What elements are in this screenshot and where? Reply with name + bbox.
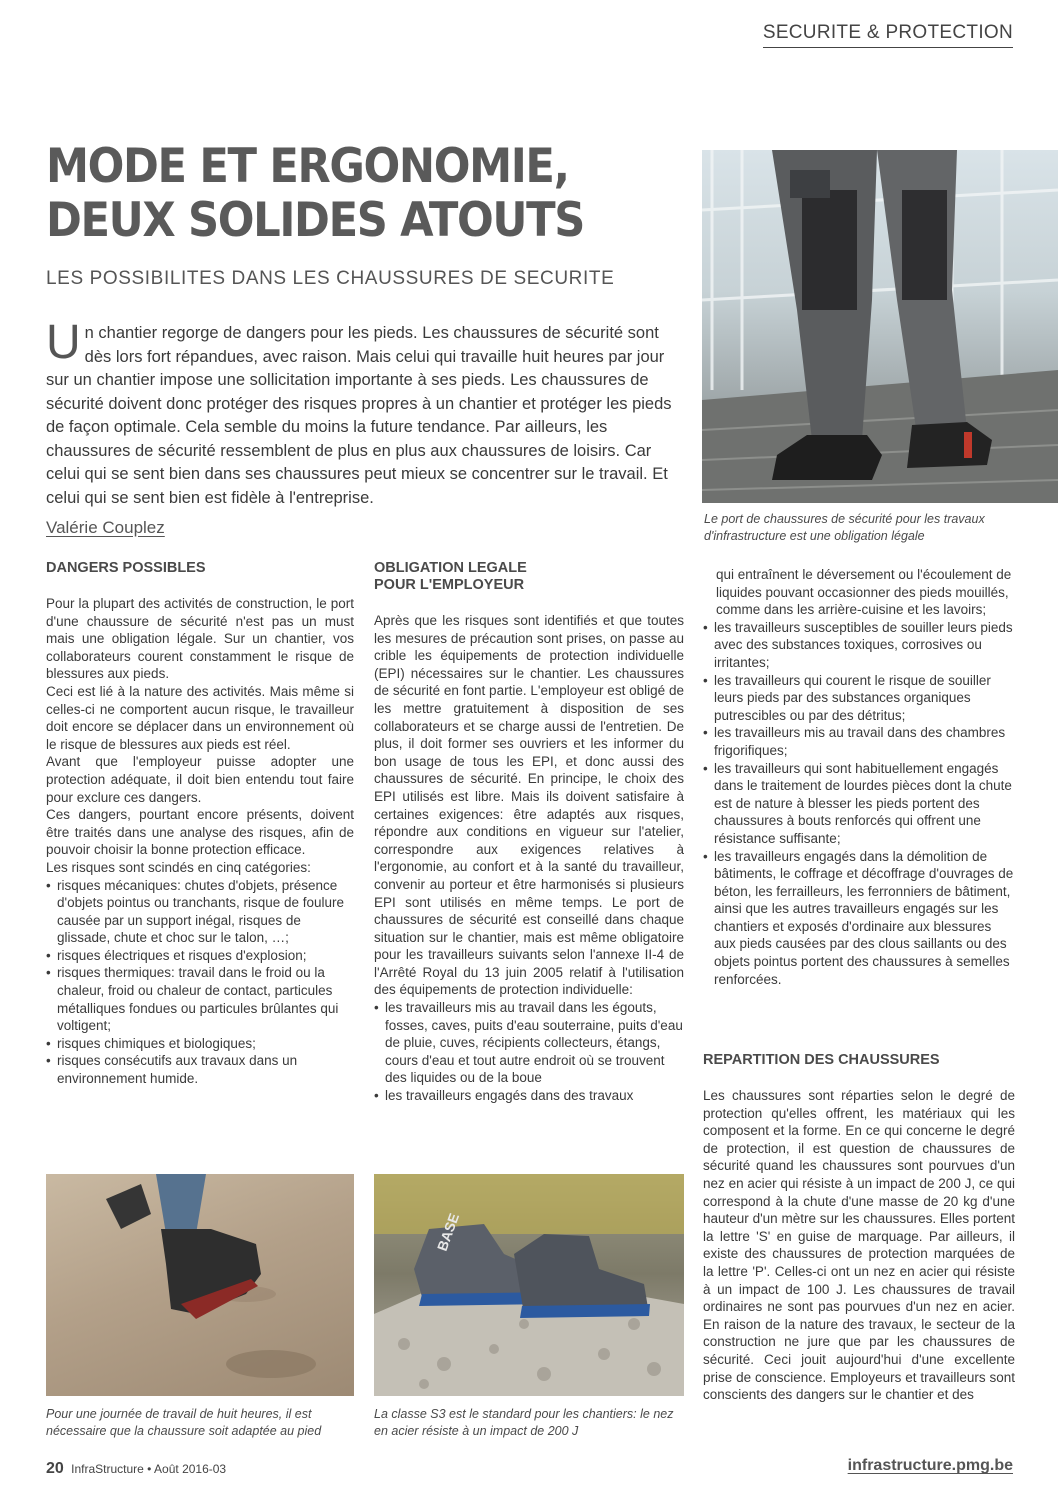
article-intro <box>46 316 676 510</box>
list-item: • les travailleurs mis au travail dans les égouts, fosses, caves, puits d'eau souterraine, puits d'eau de pluie, cuves, récipients collecteurs, étangs, cours d'eau et tout autre endroit où se trouvent des liquides ou de la boue <box>374 999 684 1087</box>
shoe-brand-logo: BASE <box>433 1210 463 1254</box>
boot-sand-illustration <box>46 1174 354 1396</box>
worker-list <box>374 999 684 1105</box>
worker-legs-illustration <box>702 150 1058 503</box>
list-item: • les travailleurs qui sont habituellement engagés dans le traitement de lourdes pièces dont la chute est de nature à blesser les pieds portent des chaussures à bouts renforcés qui offrent une résistance suffisante; <box>703 760 1015 848</box>
photo-boots-gravel <box>374 1174 684 1396</box>
paragraph: Avant que l'employeur puisse adopter une protection adéquate, il doit bien entendu tout faire pour exclure ces dangers. <box>46 754 354 805</box>
intro-text: n chantier regorge de dangers pour les pieds. Les chaussures de sécurité sont dès lors fort répandues, avec raison. Mais celui qui travaille huit heures par jour sur un chantier impose une sollicitation importante à ses pieds. Les chaussures de sécurité doivent donc protéger des risques propres à un chantier et protéger les pieds de façon optimale. Cela semble du moins la future tendance. Par ailleurs, les chaussures de sécurité ressemblent de plus en plus aux chaussures de loisirs. Car celui qui se sent bien dans ses chaussures peut mieux se concentrer sur le travail. Et celui qui se sent bien est fidèle à l'entreprise. <box>46 324 672 507</box>
paragraph: Pour la plupart des activités de construction, le port d'une chaussure de sécurité n'est pas un must mais une obligation légale. Sur un chantier, vos collaborateurs courent constamment le risque de blessures aux pieds. <box>46 596 354 682</box>
risk-list <box>46 877 354 1088</box>
column-workers-continued <box>703 566 1015 988</box>
worker-list-continued <box>703 619 1015 988</box>
list-item: • risques thermiques: travail dans le froid ou la chaleur, froid ou chaleur de contact, particules métalliques fondues ou particules brûlantes qui voltigent; <box>46 964 354 1034</box>
page-number: 20 <box>46 1460 64 1477</box>
heading-dangers: DANGERS POSSIBLES <box>46 560 206 576</box>
caption-worker-legs: Le port de chaussures de sécurité pour les travaux d'infrastructure est une obligation légale <box>704 512 985 543</box>
list-item: • les travailleurs engagés dans la démolition de bâtiments, le coffrage et décoffrage d'ouvrages de béton, les ferrailleurs, les ferronniers de bâtiment, ainsi que les autres travailleurs engagés sur les chantiers et exposés d'ordinaire aux blessures aux pieds causées par des clous saillants ou des objets pointus portent des chaussures à semelles renforcées. <box>703 848 1015 989</box>
list-item: • risques mécaniques: chutes d'objets, présence d'objets pointus ou tranchants, risque de foulure causée par un support inégal, risques de glissade, chute et choc sur le talon, …; <box>46 877 354 947</box>
section-label: SECURITE & PROTECTION <box>763 22 1013 48</box>
list-item: • risques chimiques et biologiques; <box>46 1035 354 1053</box>
list-item: • les travailleurs engagés dans des travaux <box>374 1087 684 1105</box>
list-item: • risques consécutifs aux travaux dans un environnement humide. <box>46 1052 354 1087</box>
article-subtitle: LES POSSIBILITES DANS LES CHAUSSURES DE SECURITE <box>46 268 615 289</box>
paragraph: Les risques sont scindés en cinq catégories: <box>46 859 311 875</box>
paragraph: Après que les risques sont identifiés et que toutes les mesures de précaution sont prises, on passe au crible les équipements de protection individuelle (EPI) nécessaires sur le chantier. Les chaussures de sécurité en font partie. L'employeur est obligé de les mettre gratuitement à disposition de ses collaborateurs et se charge aussi de l'entretien. De plus, il doit former ses ouvriers et les informer du bon usage de tous les EPI, et donc aussi des chaussures de sécurité. En principe, le choix des EPI utilisés est libre. Mais ils doivent satisfaire à certaines exigences: être adaptés aux risques, répondre aux conditions en vigueur sur l'atelier, correspondre aux exigences relatives à l'ergonomie, au confort et à la santé du travailleur, convenir au porteur et être harmonisés si plusieurs EPI sont utilisés en même temps. Le port de chaussures de sécurité est conseillé dans chaque situation sur le chantier, mais est même obligatoire pour les travailleurs suivants selon l'annexe II-4 de l'Arrêté Royal du 13 juin 2005 relatif à l'utilisation des équipements de protection individuelle: <box>374 613 684 998</box>
footer-url-link[interactable]: infrastructure.pmg.be <box>847 1457 1013 1474</box>
column-dangers <box>46 560 354 1088</box>
list-item: • les travailleurs mis au travail dans des chambres frigorifiques; <box>703 724 1015 759</box>
article-title: MODE ET ERGONOMIE, DEUX SOLIDES ATOUTS <box>46 139 584 248</box>
drop-cap: U <box>46 316 81 369</box>
list-item: • les travailleurs susceptibles de souiller leurs pieds avec des substances toxiques, corrosives ou irritantes; <box>703 619 1015 672</box>
issue-label: InfraStructure • Août 2016-03 <box>71 1462 227 1476</box>
author-byline[interactable]: Valérie Couplez <box>46 518 165 537</box>
boots-gravel-illustration <box>374 1174 684 1396</box>
caption-boots-gravel: La classe S3 est le standard pour les chantiers: le nez en acier résiste à un impact de 200 J <box>374 1407 674 1438</box>
continued-text: qui entraînent le déversement ou l'écoulement de liquides pouvant occasionner des pieds mouillés, comme dans les arrière-cuisine et les lavoirs; <box>716 567 1012 618</box>
column-obligation <box>374 560 684 1105</box>
list-item: • les travailleurs qui courent le risque de souiller leurs pieds par des substances organiques putrescibles ou par des détritus; <box>703 672 1015 725</box>
photo-worker-legs <box>702 150 1058 503</box>
heading-repartition: REPARTITION DES CHAUSSURES <box>703 1052 940 1068</box>
photo-boot-sand <box>46 1174 354 1396</box>
column-repartition <box>703 1052 1015 1404</box>
footer-issue <box>46 1460 226 1478</box>
paragraph: Ceci est lié à la nature des activités. Mais même si celles-ci ne comportent aucun risque, le travailleur doit encore se déplacer dans un environnement où le risque de blessures aux pieds est réel. <box>46 683 354 752</box>
list-item: • risques électriques et risques d'explosion; <box>46 947 354 965</box>
heading-obligation: OBLIGATION LEGALE POUR L'EMPLOYEUR <box>374 560 527 593</box>
paragraph: Les chaussures sont réparties selon le degré de protection qu'elles offrent, les matériaux qui les composent et la forme. En ce qui concerne le degré de protection, il est question de chaussures de sécurité quand les chaussures sont pourvues d'un nez en acier qui résiste à un impact de 200 J, ce qui correspond à la chute d'une masse de 20 kg d'une hauteur d'un mètre sur les chaussures. Elles portent la lettre 'S' en guise de marquage. Par ailleurs, il existe des chaussures de protection marquées de la lettre 'P'. Celles-ci ont un nez en acier qui résiste à un impact de 100 J. Les chaussures de travail ordinaires ne sont pas pourvues d'un nez en acier. En raison de la nature des travaux, le secteur de la construction ne jure que par les chaussures de sécurité. Ceci jouit aujourd'hui d'une excellente prise de conscience. Employeurs et travailleurs sont conscients des dangers sur le chantier et des <box>703 1088 1015 1403</box>
paragraph: Ces dangers, pourtant encore présents, doivent être traités dans une analyse des risques, afin de pouvoir choisir la bonne protection efficace. <box>46 807 354 858</box>
caption-boot-sand: Pour une journée de travail de huit heures, il est nécessaire que la chaussure soit adaptée au pied <box>46 1407 322 1438</box>
